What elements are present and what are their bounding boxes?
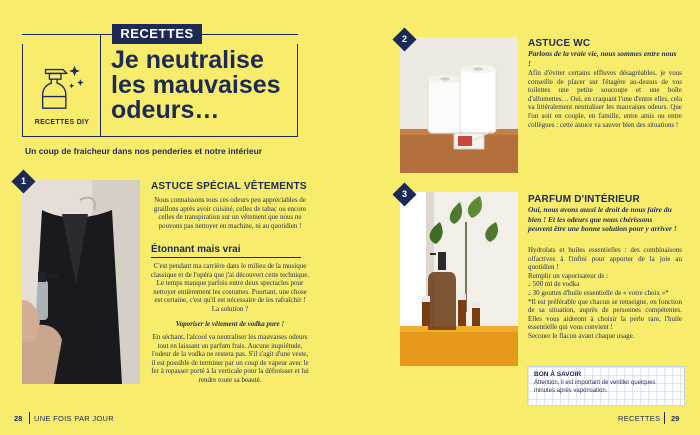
header-divider xyxy=(100,34,101,137)
footer-separator xyxy=(29,412,30,424)
section3-fill-label: Remplir un vaporisateur de : xyxy=(528,271,609,280)
ingredient-1: 💧︎ 500 ml de vodka xyxy=(528,280,580,289)
bon-a-savoir-title: BON À SAVOIR xyxy=(534,371,582,378)
page-number-left: 28 xyxy=(14,414,23,423)
photo-toilet-matches xyxy=(400,37,518,173)
section1-highlight: Vaporiser le vêtement de vodka pure ! xyxy=(175,320,285,328)
section3-intro: Hydrolats et huiles essentielles : des combinaisons olfactives à l'infini pour apporter de la joie au quotidien ! xyxy=(528,246,682,272)
diy-label: RECETTES DIY xyxy=(34,119,90,126)
drop-icon: 💧︎ xyxy=(528,280,531,289)
number-badge-3-label: 3 xyxy=(401,189,407,199)
page-subtitle: Un coup de fraicheur dans nos penderies et notre intérieur xyxy=(25,146,263,156)
spray-bottle-icon xyxy=(32,56,90,114)
number-badge-2-label: 2 xyxy=(401,34,407,44)
section2-body: Afin d'éviter certains effluves désagréables, je vous conseille de placer sur l'étagère au-dessus de vos toilettes une petite soucoupe et une boîte d'allumettes… Oui, en craquant l'une d'entre elles, cela va littéralement neutraliser les mauvaises odeurs. Que l'on soit en couple, en famille, entre amis ou entre collègues : cette astuce va sauver bien des situations ! xyxy=(528,69,682,129)
section3-lead: Oui, nous avons aussi le droit de nous faire du bien ! Et les odeurs que nous chérissons peuvent être une bonne solution pour y arriver ! xyxy=(528,205,677,233)
section1-intro: Nous connaissons tous ces odeurs peu appréciables de graillons après avoir cuisiné, celles de tabac ou encore celles de transpiration sur un vêtement que nous ne pouvons pas nettoyer en machine, ni au quotidien ! xyxy=(153,196,307,230)
section1-subheading: Étonnant mais vrai xyxy=(151,244,241,255)
section1-paragraph-1: C'est pendant ma carrière dans le milieu de la musique classique et de l'opéra que j'ai découvert cette technique. Le temps manque parfois entre deux spectacles pour nettoyer entièrement les costumes. Pourtant, une chose est certaine, c'est qu'il est nécessaire de les rafraîchir ! La solution ? xyxy=(150,262,310,313)
section2-lead: Parlons de la vraie vie, nous sommes entre nous ! xyxy=(528,49,677,68)
section1-paragraph-2: En séchant, l'alcool va neutraliser les mauvaises odeurs tout en laissant un parfum frais. Aucune inquiétude, l'odeur de la vodka ne restera pas. S'il s'agit d'une veste, il est possible de terminer par un coup de vapeur avec le fer à repasser porté à la verticale pour la défroisser et lui rendre toute sa beauté. xyxy=(151,333,309,384)
section3-closing: Secouer le flacon avant chaque usage. xyxy=(528,331,635,340)
footer-right-label: RECETTES xyxy=(618,414,661,423)
ingredient-2: 💧︎ 30 gouttes d'huile essentielle de « votre choix »* xyxy=(528,288,669,297)
header-frame-line xyxy=(202,34,298,35)
section1-heading: ASTUCE SPÉCIAL VÊTEMENTS xyxy=(151,181,307,192)
header-frame-line xyxy=(22,34,112,35)
page-number-right: 29 xyxy=(671,414,680,423)
photo-essential-oils xyxy=(400,192,518,366)
section1-rule xyxy=(151,257,301,258)
bon-a-savoir-box xyxy=(527,366,685,406)
section-tag: RECETTES xyxy=(112,24,202,44)
section3-note: *Il est préférable que chacun se renseigne, en fonction de sa situation, auprès de personnes compétentes. Elles vous aideront à choisir la perle rare, l'huile essentielle qui vous convient ! xyxy=(528,297,682,332)
footer-left-label: UNE FOIS PAR JOUR xyxy=(34,414,114,423)
number-badge-1-label: 1 xyxy=(20,176,26,186)
drop-icon: 💧︎ xyxy=(528,288,531,297)
page-title: Je neutralise les mauvaises odeurs… xyxy=(111,46,281,124)
section3-body xyxy=(528,246,682,341)
footer-separator xyxy=(664,412,665,424)
section3-heading: PARFUM D'INTÉRIEUR xyxy=(528,194,640,205)
photo-jacket-spray xyxy=(22,180,140,384)
bon-a-savoir-text: Attention, il est important de ventiler quelques minutes après vaporisation. xyxy=(534,380,656,394)
section2-heading: ASTUCE WC xyxy=(528,38,591,49)
